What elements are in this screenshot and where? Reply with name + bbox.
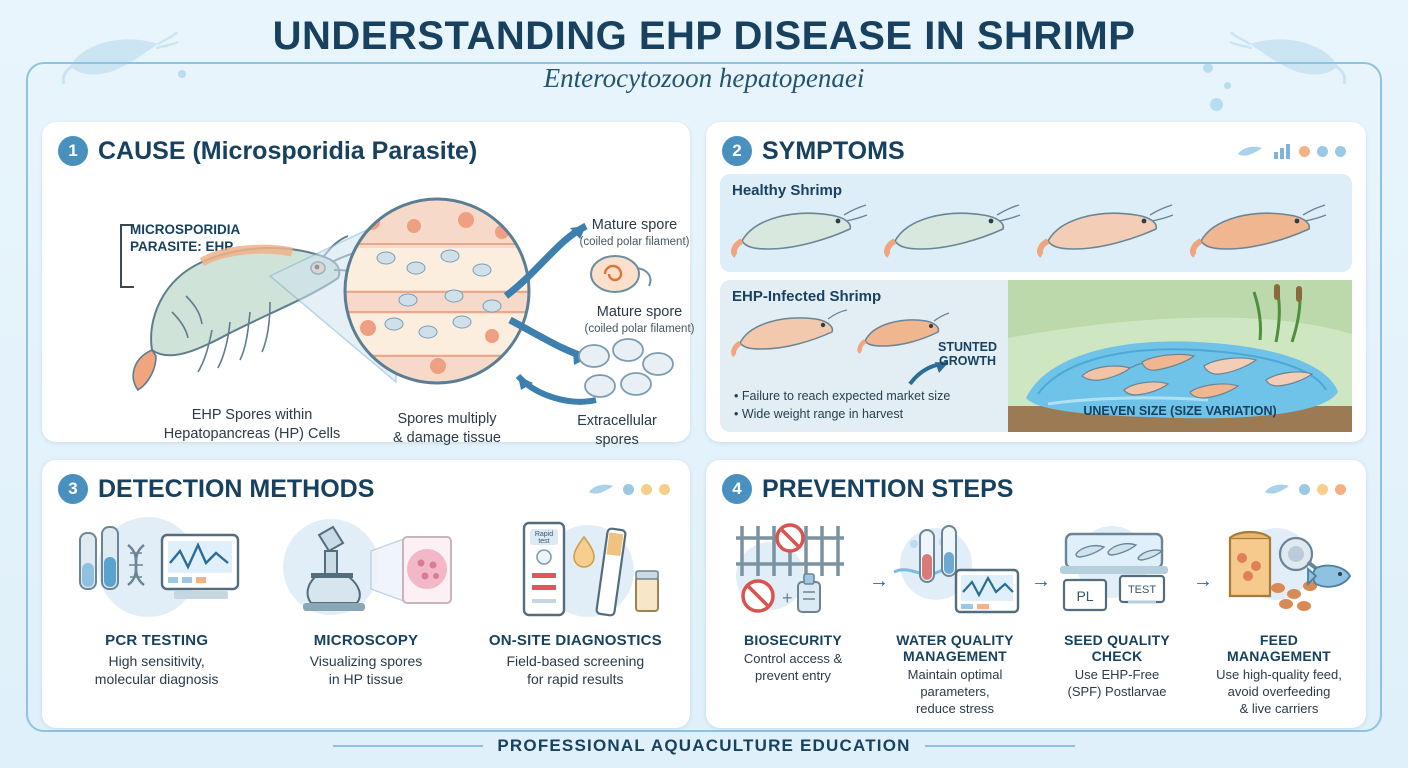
detection-items bbox=[42, 508, 690, 728]
infected-shrimp-label: EHP-Infected Shrimp bbox=[732, 288, 882, 305]
detection-title: PCR TESTING bbox=[105, 632, 209, 649]
detection-desc: Visualizing spores in HP tissue bbox=[309, 653, 423, 688]
parasite-label: MICROSPORIDIA PARASITE: EHP bbox=[130, 222, 241, 254]
footer-divider-right bbox=[925, 745, 1075, 747]
infected-shrimp-band bbox=[720, 280, 1352, 432]
dot-yellow-icon bbox=[659, 484, 670, 495]
stunted-growth-label: STUNTED GROWTH bbox=[938, 340, 998, 369]
header bbox=[0, 14, 1408, 94]
footer-text: PROFESSIONAL AQUACULTURE EDUCATION bbox=[497, 736, 911, 755]
test-tube-dna-monitor-icon bbox=[62, 514, 252, 626]
dot-blue-icon bbox=[1317, 146, 1328, 157]
panel-number-badge: 3 bbox=[58, 474, 88, 504]
svg-text:TEST: TEST bbox=[1127, 584, 1157, 596]
postlarvae-tray-test-icon bbox=[1042, 514, 1192, 626]
panel-symptoms bbox=[706, 122, 1366, 442]
prevention-item-feed bbox=[1198, 514, 1360, 718]
step-arrow-icon: → bbox=[1193, 570, 1213, 592]
prevention-desc: Maintain optimal parameters, reduce stress bbox=[907, 667, 1003, 716]
detection-item-pcr bbox=[52, 514, 261, 718]
panel-cause bbox=[42, 122, 695, 448]
detection-title: ON-SITE DIAGNOSTICS bbox=[488, 632, 662, 649]
caption-mature-spore-2: Mature spore (coiled polar filament) bbox=[584, 304, 695, 335]
rapid-test-strip-icon bbox=[480, 514, 670, 626]
panel-cause-header bbox=[42, 122, 690, 170]
panel-detection bbox=[42, 460, 690, 728]
step-arrow-icon: → bbox=[869, 570, 889, 592]
panel-detection-deco bbox=[586, 481, 674, 497]
fence-no-entry-icon bbox=[718, 514, 868, 626]
list-item: • Wide weight range in harvest bbox=[734, 407, 904, 422]
prevention-title: BIOSECURITY bbox=[744, 632, 842, 648]
panel-number-badge: 2 bbox=[722, 136, 752, 166]
prevention-item-water-quality bbox=[874, 514, 1036, 718]
prevention-items bbox=[706, 508, 1366, 728]
dot-blue-icon bbox=[623, 484, 634, 495]
prevention-title: WATER QUALITY MANAGEMENT bbox=[896, 632, 1014, 664]
pond-caption: UNEVEN SIZE (SIZE VARIATION) bbox=[1083, 404, 1277, 418]
prevention-desc: Use high-quality feed, avoid overfeeding & live carriers bbox=[1216, 667, 1342, 716]
caption-extracellular-spores: Extracellular spores bbox=[577, 413, 657, 448]
mature-spore-icon bbox=[587, 248, 657, 300]
healthy-shrimp-band bbox=[720, 174, 1352, 272]
footer-divider-left bbox=[333, 745, 483, 747]
page-subtitle: Enterocytozoon hepatopenaei bbox=[543, 63, 865, 93]
shrimp-icon bbox=[732, 201, 867, 255]
prevention-item-biosecurity bbox=[712, 514, 874, 718]
svg-text:PL: PL bbox=[1076, 588, 1094, 604]
panel-prevention-title: PREVENTION STEPS bbox=[762, 474, 1014, 503]
shrimp-icon bbox=[1191, 201, 1326, 255]
prevention-desc: Control access & prevent entry bbox=[743, 651, 843, 683]
extracellular-spores-icon bbox=[570, 338, 680, 408]
bar-chart-icon bbox=[1272, 143, 1292, 159]
feed-bag-pellets-icon bbox=[1204, 514, 1354, 626]
panel-prevention-header bbox=[706, 460, 1366, 508]
panel-number-badge: 1 bbox=[58, 136, 88, 166]
symptom-bullets bbox=[734, 387, 950, 425]
shrimp-icon bbox=[732, 307, 848, 355]
panel-detection-header bbox=[42, 460, 690, 508]
panel-symptoms-body bbox=[706, 170, 1366, 442]
water-test-monitor-icon bbox=[880, 514, 1030, 626]
caption-hp-cells: EHP Spores within Hepatopancreas (HP) Cells bbox=[163, 407, 341, 442]
panel-number-badge: 4 bbox=[722, 474, 752, 504]
panel-symptoms-deco bbox=[1235, 143, 1350, 159]
prevention-item-seed-quality bbox=[1036, 514, 1198, 718]
svg-text:test: test bbox=[538, 538, 550, 545]
panel-detection-title: DETECTION METHODS bbox=[98, 474, 375, 503]
caption-spores-multiply: Spores multiply & damage tissue bbox=[392, 411, 501, 446]
svg-text:+: + bbox=[782, 588, 793, 608]
shrimp-icon bbox=[885, 201, 1020, 255]
shrimp-icon bbox=[858, 310, 950, 352]
dot-orange-icon bbox=[1335, 484, 1346, 495]
healthy-shrimp-label: Healthy Shrimp bbox=[732, 182, 843, 199]
dot-yellow-icon bbox=[1317, 484, 1328, 495]
prevention-title: FEED MANAGEMENT bbox=[1227, 632, 1331, 664]
panel-prevention-deco bbox=[1262, 481, 1350, 497]
panel-symptoms-header bbox=[706, 122, 1366, 170]
panel-prevention bbox=[706, 460, 1366, 728]
dot-yellow-icon bbox=[641, 484, 652, 495]
panel-symptoms-title: SYMPTOMS bbox=[762, 136, 905, 165]
caption-mature-spore-1: Mature spore (coiled polar filament) bbox=[579, 217, 690, 248]
pond-illustration bbox=[1008, 280, 1352, 432]
dot-orange-icon bbox=[1299, 146, 1310, 157]
shrimp-icon bbox=[1262, 481, 1292, 497]
detection-desc: High sensitivity, molecular diagnosis bbox=[94, 653, 219, 688]
panel-cause-body bbox=[42, 170, 695, 448]
dot-blue-icon bbox=[1299, 484, 1310, 495]
shrimp-icon bbox=[586, 481, 616, 497]
dot-blue-icon bbox=[1335, 146, 1346, 157]
list-item: • Failure to reach expected market size bbox=[734, 388, 951, 403]
shrimp-icon bbox=[1235, 143, 1265, 159]
svg-text:Rapid: Rapid bbox=[535, 531, 554, 538]
panel-grid bbox=[42, 122, 1366, 716]
footer bbox=[0, 736, 1408, 756]
page-title: UNDERSTANDING EHP DISEASE IN SHRIMP bbox=[272, 14, 1136, 58]
prevention-desc: Use EHP-Free (SPF) Postlarvae bbox=[1067, 667, 1167, 699]
microscope-icon bbox=[271, 514, 461, 626]
panel-cause-title: CAUSE (Microsporidia Parasite) bbox=[98, 136, 478, 165]
healthy-shrimp-row bbox=[732, 201, 1340, 255]
prevention-title: SEED QUALITY CHECK bbox=[1064, 632, 1170, 664]
detection-item-microscopy bbox=[261, 514, 470, 718]
detection-desc: Field-based screening for rapid results bbox=[506, 653, 645, 688]
shrimp-icon bbox=[1038, 201, 1173, 255]
step-arrow-icon: → bbox=[1031, 570, 1051, 592]
detection-item-onsite bbox=[471, 514, 680, 718]
detection-title: MICROSCOPY bbox=[313, 632, 419, 649]
